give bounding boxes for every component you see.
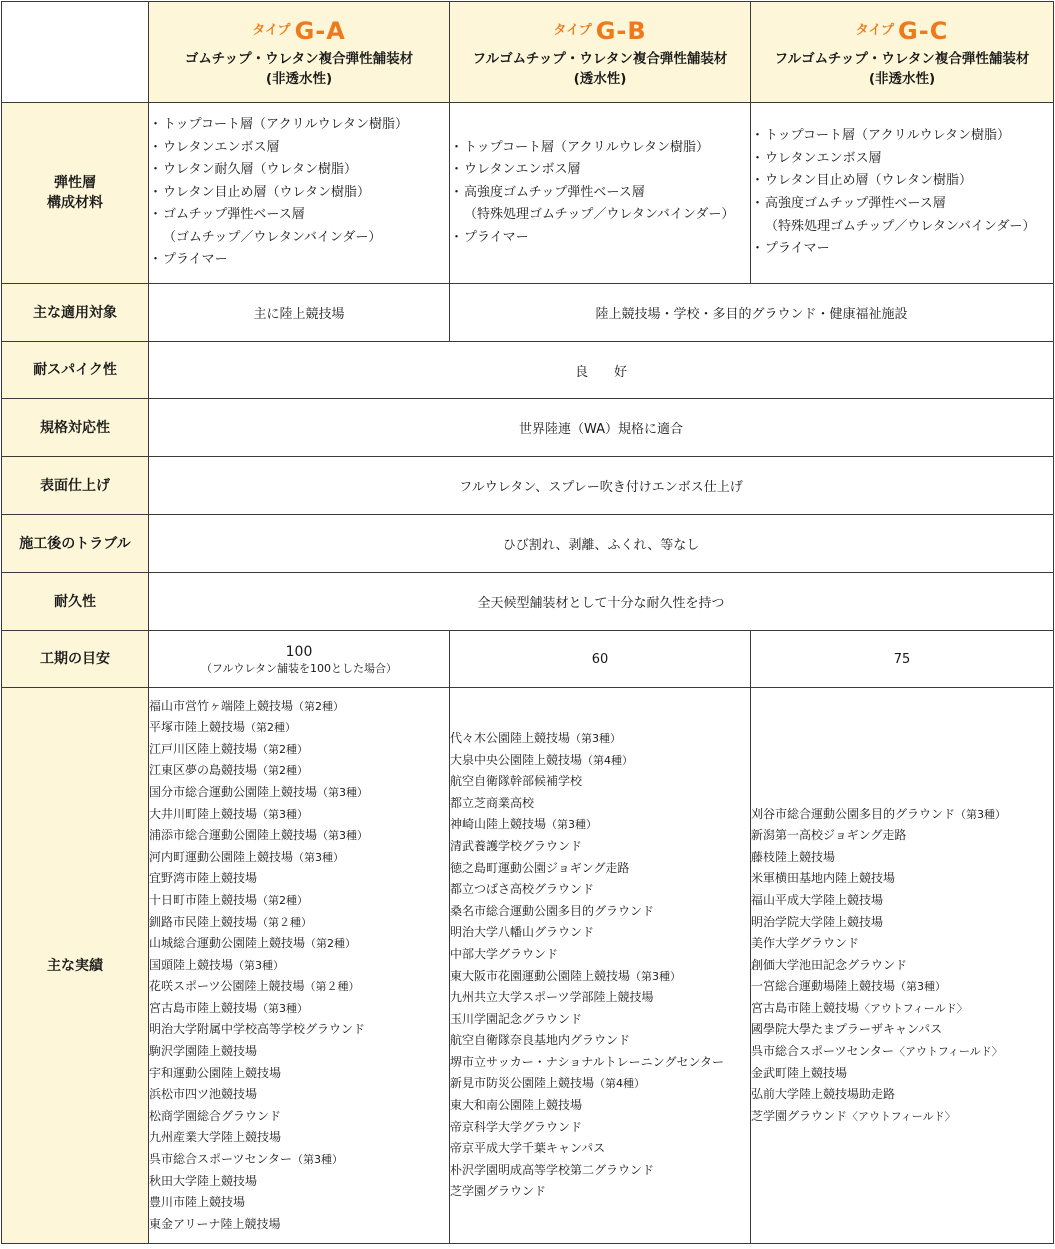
row-label-line: 構成材料	[47, 195, 103, 211]
layers-gb	[450, 103, 751, 284]
reference-item	[450, 879, 750, 901]
reference-name: 九州産業大学陸上競技場	[149, 1130, 282, 1145]
reference-name: 芝学園グラウンド	[751, 1108, 848, 1123]
reference-name: 創価大学池田記念グラウンド	[751, 957, 908, 972]
row-label-line: 弾性層	[54, 175, 96, 191]
reference-name: 九州共立大学スポーツ学部陸上競技場	[450, 990, 654, 1005]
reference-name: 宜野湾市陸上競技場	[149, 871, 258, 886]
reference-note: （第２種）	[257, 915, 313, 929]
layer-item-text: プライマー	[765, 241, 830, 257]
type-code: G-A	[294, 16, 346, 45]
spec-table	[1, 1, 1054, 1244]
reference-name: 河内町運動公園陸上競技場	[149, 849, 294, 864]
layer-item-text: ウレタン目止め層（ウレタン樹脂）	[765, 173, 972, 189]
layer-item-text: ゴムチップ弾性ベース層	[163, 207, 305, 223]
reference-item	[751, 955, 1053, 977]
layers-row	[2, 103, 1054, 284]
references-row	[2, 688, 1054, 1244]
row-label-durability: 耐久性	[2, 573, 149, 631]
standard-value: 世界陸連（WA）規格に適合	[149, 399, 1054, 457]
layers-gc	[751, 103, 1054, 284]
reference-note: （第3種）	[293, 850, 345, 864]
bullet-mark: ・	[450, 162, 464, 178]
bullet-mark: ・	[149, 207, 163, 223]
reference-name: 航空自衛隊幹部候補学校	[450, 774, 583, 789]
layer-item-text: プライマー	[163, 252, 228, 268]
reference-name: 玉川学園記念グラウンド	[450, 1011, 583, 1026]
reference-name: 清武養護学校グラウンド	[450, 838, 583, 853]
durability-value: 全天候型舗装材として十分な耐久性を持つ	[149, 573, 1054, 631]
reference-item	[149, 1192, 449, 1214]
reference-note: （第2種）	[257, 742, 309, 756]
bullet-mark: ・	[751, 173, 765, 189]
reference-item	[751, 998, 1053, 1020]
reference-note: （第3種）	[546, 818, 598, 832]
reference-item	[450, 1073, 750, 1095]
reference-name: 米軍横田基地内陸上競技場	[751, 871, 896, 886]
reference-name: 十日町市陸上競技場	[149, 892, 258, 907]
reference-item	[149, 1214, 449, 1236]
type-name: フルゴムチップ・ウレタン複合弾性舗装材	[774, 50, 1030, 67]
layer-item	[149, 159, 449, 182]
layer-item	[751, 148, 1053, 171]
layer-item-text: プライマー	[464, 229, 529, 245]
reference-note: 〈アウトフィールド〉	[894, 1045, 1003, 1059]
reference-name: 山城総合運動公園陸上競技場	[149, 936, 306, 951]
row-label-spike: 耐スパイク性	[2, 342, 149, 399]
target-gbc: 陸上競技場・学校・多目的グラウンド・健康福祉施設	[450, 284, 1054, 342]
layer-item	[751, 238, 1053, 261]
bullet-mark: ・	[450, 229, 464, 245]
reference-item	[450, 836, 750, 858]
reference-name: 松商学園総合グラウンド	[149, 1108, 282, 1123]
spike-row	[2, 342, 1054, 399]
header-row	[2, 2, 1054, 103]
layer-item-text: ウレタン耐久層（ウレタン樹脂）	[163, 162, 357, 178]
reference-name: 新見市防災公園陸上競技場	[450, 1076, 595, 1091]
layer-item-text: ウレタンエンボス層	[464, 162, 581, 178]
period-gb: 60	[450, 631, 751, 688]
reference-name: 福山市営竹ヶ端陸上競技場	[149, 698, 294, 713]
reference-name: 朴沢学園明成高等学校第二グラウンド	[450, 1162, 655, 1177]
reference-item	[450, 1052, 750, 1074]
reference-item	[751, 933, 1053, 955]
reference-name: 江戸川区陸上競技場	[149, 741, 258, 756]
reference-note: （第4種）	[594, 1077, 646, 1091]
type-header-gb	[450, 2, 751, 103]
reference-name: 呉市総合スポーツセンター	[149, 1152, 293, 1167]
layer-item-text: トップコート層（アクリルウレタン樹脂）	[765, 128, 1011, 144]
reference-note: （第2種）	[245, 721, 297, 735]
corner-cell	[2, 2, 149, 103]
reference-name: 帝京平成大学千葉キャンパス	[450, 1141, 606, 1156]
type-permeability: (透水性)	[573, 70, 627, 87]
layer-item-text: （ゴムチップ／ウレタンバインダー）	[163, 229, 382, 245]
reference-name: 明治大学附属中学校高等学校グラウンド	[149, 1022, 366, 1037]
standard-row	[2, 399, 1054, 457]
reference-name: 明治大学八幡山グラウンド	[450, 925, 595, 940]
reference-name: 明治学院大学陸上競技場	[751, 914, 884, 929]
reference-item	[450, 987, 750, 1009]
reference-note: （第3種）	[317, 829, 369, 843]
row-label-references: 主な実績	[2, 688, 149, 1244]
reference-item	[149, 739, 449, 761]
reference-item	[450, 1160, 750, 1182]
reference-name: 代々木公園陸上競技場	[450, 730, 571, 745]
reference-item	[149, 847, 449, 869]
trouble-row	[2, 515, 1054, 573]
reference-note: （第3種）	[955, 807, 1007, 821]
reference-item	[751, 912, 1053, 934]
layer-item	[149, 249, 449, 272]
reference-name: 刈谷市総合運動公園多目的グラウンド	[751, 806, 956, 821]
reference-name: 都立つばさ高校グラウンド	[450, 882, 595, 897]
layer-item	[450, 137, 750, 160]
finish-value: フルウレタン、スプレー吹き付けエンボス仕上げ	[149, 457, 1054, 515]
references-ga	[149, 688, 450, 1244]
reference-item	[450, 1095, 750, 1117]
reference-item	[751, 1041, 1053, 1063]
reference-note: （第3種）	[257, 807, 309, 821]
reference-name: 東金アリーナ陸上競技場	[149, 1216, 281, 1231]
reference-item	[149, 696, 449, 718]
period-gc: 75	[751, 631, 1054, 688]
reference-item	[450, 1117, 750, 1139]
type-word: タイプ	[553, 22, 592, 38]
reference-item	[751, 804, 1053, 826]
layer-item	[149, 227, 449, 250]
reference-item	[149, 1041, 449, 1063]
reference-item	[149, 1127, 449, 1149]
row-label-period: 工期の目安	[2, 631, 149, 688]
layer-item	[149, 137, 449, 160]
reference-item	[149, 825, 449, 847]
reference-name: 徳之島町運動公園ジョギング走路	[450, 860, 630, 875]
reference-note: （第3種）	[257, 1001, 309, 1015]
reference-note: （第3種）	[570, 731, 622, 745]
row-label-trouble: 施工後のトラブル	[2, 515, 149, 573]
reference-name: 国分市総合運動公園陸上競技場	[149, 784, 318, 799]
reference-item	[751, 890, 1053, 912]
reference-note: （第3種）	[292, 1153, 344, 1167]
reference-note: （第4種）	[582, 753, 634, 767]
reference-name: 宇和運動公園陸上競技場	[149, 1065, 282, 1080]
bullet-mark: ・	[751, 241, 765, 257]
reference-item	[149, 933, 449, 955]
reference-note: （第3種）	[630, 969, 682, 983]
reference-note: （第2種）	[257, 893, 309, 907]
reference-item	[149, 1063, 449, 1085]
layer-item-text: （特殊処理ゴムチップ／ウレタンバインダー）	[765, 218, 1036, 234]
reference-name: 芝学園グラウンド	[450, 1184, 547, 1199]
reference-item	[450, 728, 750, 750]
reference-name: 花咲スポーツ公園陸上競技場	[149, 979, 305, 994]
row-label-target: 主な適用対象	[2, 284, 149, 342]
layer-item-text: ウレタンエンボス層	[765, 150, 882, 166]
reference-item	[149, 1171, 449, 1193]
reference-item	[149, 1019, 449, 1041]
spike-value: 良 好	[149, 342, 1054, 399]
reference-name: 宮古島市陸上競技場	[149, 1000, 258, 1015]
reference-name: 大泉中央公園陸上競技場	[450, 752, 583, 767]
reference-name: 東大阪市花園運動公園陸上競技場	[450, 968, 631, 983]
reference-item	[149, 1106, 449, 1128]
bullet-mark: ・	[149, 116, 163, 132]
type-permeability: (非透水性)	[868, 70, 936, 87]
reference-item	[149, 717, 449, 739]
durability-row	[2, 573, 1054, 631]
reference-name: 江東区夢の島競技場	[149, 763, 258, 778]
reference-note: （第3種）	[895, 980, 947, 994]
reference-item	[751, 1084, 1053, 1106]
reference-item	[450, 966, 750, 988]
row-label-standard: 規格対応性	[2, 399, 149, 457]
reference-name: 航空自衛隊奈良基地内グラウンド	[450, 1033, 631, 1048]
type-code: G-C	[898, 16, 949, 45]
row-label-layers	[2, 103, 149, 284]
reference-name: 堺市立サッカー・ナショナルトレーニングセンター	[450, 1054, 724, 1069]
reference-name: 呉市総合スポーツセンター	[751, 1044, 895, 1059]
reference-name: 浦添市総合運動公園陸上競技場	[149, 828, 318, 843]
reference-name: 浜松市四ツ池競技場	[149, 1087, 258, 1102]
layer-item	[149, 114, 449, 137]
reference-name: 新潟第一高校ジョギング走路	[751, 828, 907, 843]
reference-note: （第2種）	[257, 764, 309, 778]
reference-item	[751, 825, 1053, 847]
layer-item	[751, 125, 1053, 148]
reference-item	[149, 782, 449, 804]
reference-name: 平塚市陸上競技場	[149, 720, 246, 735]
layer-item	[751, 216, 1053, 239]
reference-name: 美作大学グラウンド	[751, 936, 860, 951]
layer-item-text: （特殊処理ゴムチップ／ウレタンバインダー）	[464, 207, 735, 223]
reference-item	[450, 793, 750, 815]
layer-item-text: ウレタンエンボス層	[163, 139, 280, 155]
period-ga-value: 100	[285, 643, 313, 660]
reference-item	[751, 847, 1053, 869]
reference-item	[751, 1063, 1053, 1085]
reference-item	[149, 1084, 449, 1106]
reference-name: 大井川町陸上競技場	[149, 806, 258, 821]
row-label-finish: 表面仕上げ	[2, 457, 149, 515]
reference-note: （第２種）	[304, 980, 360, 994]
layer-item-text: 高強度ゴムチップ弾性ベース層	[464, 184, 645, 200]
reference-item	[450, 814, 750, 836]
reference-name: 都立芝商業高校	[450, 795, 535, 810]
reference-item	[450, 922, 750, 944]
reference-item	[450, 858, 750, 880]
reference-item	[149, 912, 449, 934]
period-row	[2, 631, 1054, 688]
reference-name: 一宮総合運動場陸上競技場	[751, 979, 896, 994]
reference-name: 国頭陸上競技場	[149, 957, 234, 972]
type-word: タイプ	[855, 22, 895, 38]
reference-name: 中部大学グラウンド	[450, 946, 559, 961]
reference-item	[450, 1030, 750, 1052]
reference-item	[149, 955, 449, 977]
reference-note: 〈アウトフィールド〉	[847, 1109, 956, 1123]
layer-item	[149, 204, 449, 227]
reference-note: （第2種）	[305, 937, 357, 951]
type-word: タイプ	[252, 22, 291, 38]
finish-row	[2, 457, 1054, 515]
reference-name: 豊川市陸上競技場	[149, 1195, 246, 1210]
bullet-mark: ・	[751, 196, 765, 211]
reference-name: 國學院大學たまプラーザキャンパス	[751, 1022, 943, 1037]
references-gc	[751, 688, 1054, 1244]
reference-name: 福山平成大学陸上競技場	[751, 892, 884, 907]
reference-note: （第2種）	[293, 699, 345, 713]
reference-item	[149, 804, 449, 826]
reference-note: （第3種）	[317, 785, 369, 799]
reference-item	[450, 1181, 750, 1203]
reference-item	[149, 1149, 449, 1171]
type-header-ga	[149, 2, 450, 103]
reference-item	[450, 944, 750, 966]
bullet-mark: ・	[450, 139, 464, 155]
bullet-mark: ・	[149, 252, 163, 268]
target-row	[2, 284, 1054, 342]
layer-item	[149, 182, 449, 205]
reference-item	[450, 901, 750, 923]
layer-item-text: トップコート層（アクリルウレタン樹脂）	[464, 139, 710, 155]
layer-item	[450, 159, 750, 182]
reference-note: 〈アウトフィールド〉	[859, 1001, 968, 1015]
period-ga-note: （フルウレタン舗装を100とした場合）	[200, 661, 398, 675]
type-code: G-B	[595, 16, 647, 45]
reference-name: 神崎山陸上競技場	[450, 817, 547, 832]
reference-name: 桑名市総合運動公園多目的グラウンド	[450, 903, 655, 918]
reference-item	[149, 998, 449, 1020]
reference-name: 東大和南公園陸上競技場	[450, 1098, 583, 1113]
layer-item-text: 高強度ゴムチップ弾性ベース層	[765, 196, 946, 211]
reference-name: 秋田大学陸上競技場	[149, 1173, 258, 1188]
type-name: ゴムチップ・ウレタン複合弾性舗装材	[184, 50, 414, 67]
reference-item	[149, 868, 449, 890]
reference-item	[751, 976, 1053, 998]
layers-ga	[149, 103, 450, 284]
layer-item	[751, 170, 1053, 193]
reference-name: 駒沢学園陸上競技場	[149, 1044, 258, 1059]
reference-item	[751, 1106, 1053, 1128]
bullet-mark: ・	[450, 184, 464, 200]
layer-item	[751, 193, 1053, 216]
reference-name: 宮古島市陸上競技場	[751, 1000, 860, 1015]
reference-item	[450, 1138, 750, 1160]
reference-item	[751, 868, 1053, 890]
reference-item	[149, 976, 449, 998]
reference-item	[450, 1009, 750, 1031]
reference-note: （第3種）	[233, 958, 285, 972]
reference-item	[450, 750, 750, 772]
reference-item	[149, 760, 449, 782]
reference-name: 弘前大学陸上競技場助走路	[751, 1087, 896, 1102]
bullet-mark: ・	[149, 139, 163, 155]
reference-name: 藤枝陸上競技場	[751, 849, 836, 864]
reference-name: 金武町陸上競技場	[751, 1065, 848, 1080]
references-gb	[450, 688, 751, 1244]
type-name: フルゴムチップ・ウレタン複合弾性舗装材	[472, 50, 728, 67]
layer-item-text: トップコート層（アクリルウレタン樹脂）	[163, 116, 409, 132]
bullet-mark: ・	[149, 162, 163, 178]
bullet-mark: ・	[751, 128, 765, 144]
target-ga: 主に陸上競技場	[149, 284, 450, 342]
layer-item-text: ウレタン目止め層（ウレタン樹脂）	[163, 184, 370, 200]
bullet-mark: ・	[149, 184, 163, 200]
reference-name: 帝京科学大学グラウンド	[450, 1119, 583, 1134]
reference-name: 釧路市民陸上競技場	[149, 914, 258, 929]
bullet-mark: ・	[751, 150, 765, 166]
period-ga	[149, 631, 450, 688]
reference-item	[751, 1019, 1053, 1041]
trouble-value: ひび割れ、剥離、ふくれ、等なし	[149, 515, 1054, 573]
reference-item	[450, 771, 750, 793]
layer-item	[450, 227, 750, 250]
type-permeability: (非透水性)	[265, 70, 333, 87]
type-header-gc	[751, 2, 1054, 103]
layer-item	[450, 182, 750, 205]
layer-item	[450, 204, 750, 227]
reference-item	[149, 890, 449, 912]
